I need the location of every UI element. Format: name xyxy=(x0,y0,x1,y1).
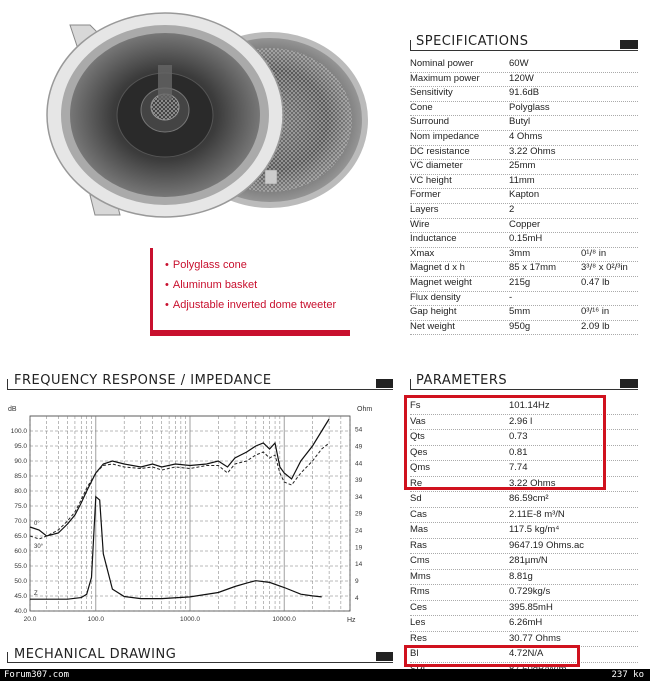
y-tick-label: 60.0 xyxy=(14,548,27,556)
parameter-row xyxy=(410,600,638,617)
parameters-rule xyxy=(410,389,638,390)
parameter-label: Qes xyxy=(410,446,428,458)
spec-label: Gap height xyxy=(410,306,457,318)
spec-value: 3.22 Ohms xyxy=(509,145,556,157)
parameter-label: Rms xyxy=(410,586,430,597)
parameter-label: Sd xyxy=(410,493,422,504)
parameter-label: Bl xyxy=(410,648,419,659)
y-tick-label: 100.0 xyxy=(10,428,27,436)
spec-label: Wire xyxy=(410,218,430,230)
y-tick-label: 70.0 xyxy=(14,518,27,526)
specifications-title: SPECIFICATIONS xyxy=(416,34,529,49)
parameter-value: 86.59cm² xyxy=(509,493,549,504)
spec-label: Nominal power xyxy=(410,58,474,69)
chart-x-unit: Hz xyxy=(347,617,356,624)
spec-label: Layers xyxy=(410,204,439,215)
spec-label: Sensitivity xyxy=(410,87,453,99)
spec-row xyxy=(410,57,638,73)
parameter-value: 0.81 xyxy=(509,446,528,458)
features-bottom-bar xyxy=(150,330,350,336)
spec-label: Maximum power xyxy=(410,72,480,84)
frequency-response-block xyxy=(376,379,393,388)
spec-label: Xmax xyxy=(410,247,435,259)
spl-highlight-box xyxy=(404,645,580,667)
spec-row xyxy=(410,320,638,336)
parameter-label: Cms xyxy=(410,555,430,566)
parameter-row xyxy=(410,553,638,570)
parameter-label: Qms xyxy=(410,462,431,473)
parameter-value: 2.11E-8 m³/N xyxy=(509,508,565,520)
spec-row xyxy=(410,188,638,204)
spec-label: DC resistance xyxy=(410,145,470,157)
y2-tick-label: 24 xyxy=(355,527,363,535)
footer-bar xyxy=(0,669,650,681)
spec-label: Inductance xyxy=(410,233,457,245)
spec-value: 3mm xyxy=(509,247,531,259)
curve-label-30deg: 30° xyxy=(34,544,44,550)
y-tick-label: 95.0 xyxy=(14,443,27,451)
frequency-response-tick xyxy=(7,379,8,389)
spec-value: Polyglass xyxy=(509,101,550,113)
x-tick-label: 20.0 xyxy=(23,616,37,623)
y2-tick-label: 19 xyxy=(355,544,363,552)
feature-2: • Aluminum basket xyxy=(165,279,257,291)
y2-tick-label: 14 xyxy=(355,561,363,569)
mechanical-drawing-tick xyxy=(7,652,8,662)
parameter-label: Mms xyxy=(410,570,431,582)
parameter-label: Ces xyxy=(410,601,427,613)
y-tick-label: 85.0 xyxy=(14,473,27,481)
y2-tick-label: 44 xyxy=(355,460,363,468)
spec-label: Cone xyxy=(410,101,433,113)
y-tick-label: 50.0 xyxy=(14,578,27,586)
spec-value: 11mm xyxy=(509,174,535,186)
spec-row xyxy=(410,72,638,88)
parameter-label: Mas xyxy=(410,524,428,535)
spec-row xyxy=(410,174,638,190)
spec-row xyxy=(410,203,638,219)
spec-value: 4 Ohms xyxy=(509,131,543,142)
spec-label: Magnet weight xyxy=(410,277,472,288)
y-tick-label: 80.0 xyxy=(14,488,27,496)
parameters-highlight-box xyxy=(404,395,606,490)
y2-tick-label: 9 xyxy=(355,577,359,585)
parameter-value: 7.74 xyxy=(509,462,528,473)
parameter-row xyxy=(410,522,638,539)
parameter-value: 9647.19 Ohms.ac xyxy=(509,539,584,551)
mechanical-drawing-rule xyxy=(7,662,393,663)
specifications-rule xyxy=(410,50,638,51)
y-tick-label: 65.0 xyxy=(14,533,27,541)
parameter-value: 0.729kg/s xyxy=(509,586,551,597)
chart-left-unit: dB xyxy=(8,406,17,413)
y2-tick-label: 34 xyxy=(355,493,363,501)
spec-row xyxy=(410,101,638,117)
frequency-response-chart xyxy=(0,398,393,630)
spec-row xyxy=(410,115,638,131)
parameter-row xyxy=(410,507,638,524)
spec-row xyxy=(410,247,638,263)
y2-tick-label: 29 xyxy=(355,510,363,518)
spec-label: Nom impedance xyxy=(410,131,480,142)
parameter-row xyxy=(410,491,638,508)
parameter-label: Cas xyxy=(410,508,427,520)
parameter-row xyxy=(410,569,638,586)
spec-label: Surround xyxy=(410,116,450,128)
features-accent-bar xyxy=(150,248,153,334)
spec-value: 120W xyxy=(509,72,534,84)
chart-right-unit: Ohm xyxy=(357,406,373,413)
footer-site[interactable]: Forum307.com xyxy=(4,670,70,680)
x-tick-label: 10000.0 xyxy=(272,616,296,623)
spec-row xyxy=(410,218,638,234)
parameter-row xyxy=(410,538,638,555)
parameter-value: 117.5 kg/m⁴ xyxy=(509,524,560,535)
spec-value: 25mm xyxy=(509,160,536,172)
chart-x-ticks xyxy=(24,616,297,623)
parameter-value: 6.26mH xyxy=(509,617,543,628)
parameter-value: 3.22 Ohms xyxy=(509,477,556,489)
spec-value: 0.15mH xyxy=(509,233,543,245)
y-tick-label: 45.0 xyxy=(14,593,27,601)
spec-label: Flux density xyxy=(410,291,461,303)
parameter-row xyxy=(410,584,638,601)
y-tick-label: 55.0 xyxy=(14,563,27,571)
spec-value: 85 x 17mm xyxy=(509,262,556,274)
spec-row xyxy=(410,130,638,146)
parameter-row xyxy=(410,615,638,632)
spec-value: - xyxy=(509,291,513,303)
spec-value: Butyl xyxy=(509,116,531,128)
spec-value: 2 xyxy=(509,204,515,215)
parameters-title: PARAMETERS xyxy=(416,373,508,388)
spec-row xyxy=(410,261,638,277)
parameter-value: 4.72N/A xyxy=(509,648,544,659)
spec-value: 950g xyxy=(509,320,531,332)
parameter-value: 0.73 xyxy=(509,431,528,442)
parameter-value: 8.81g xyxy=(509,570,533,582)
spec-imperial: 0³/¹⁶ in xyxy=(581,306,610,318)
feature-3: • Adjustable inverted dome tweeter xyxy=(165,299,336,311)
parameter-value: 101.14Hz xyxy=(509,400,550,411)
frequency-response-rule xyxy=(7,389,393,390)
speaker-image xyxy=(30,5,375,230)
spec-row xyxy=(410,276,638,292)
y2-tick-label: 54 xyxy=(355,426,363,434)
frequency-response-title: FREQUENCY RESPONSE / IMPEDANCE xyxy=(14,373,272,388)
spec-value: 60W xyxy=(509,58,529,69)
spec-imperial: 3³/⁸ x 0²/³in xyxy=(581,262,628,274)
spec-value: 91.6dB xyxy=(509,87,540,99)
footer-size: 237 ko xyxy=(611,670,644,680)
parameter-label: Ras xyxy=(410,539,427,551)
chart-y2-ticks xyxy=(355,427,363,602)
parameter-label: Vas xyxy=(410,415,426,427)
spec-row xyxy=(410,145,638,161)
y-tick-label: 40.0 xyxy=(14,608,27,616)
specifications-block xyxy=(620,40,638,49)
parameter-label: Fs xyxy=(410,400,421,411)
y-tick-label: 90.0 xyxy=(14,458,27,466)
mechanical-drawing-block xyxy=(376,652,393,661)
spec-value: 215g xyxy=(509,277,531,288)
parameter-value: 2.96 l xyxy=(509,415,533,427)
spec-row xyxy=(410,159,638,175)
parameter-label: Les xyxy=(410,617,426,628)
specifications-tick xyxy=(410,40,411,50)
parameters-tick xyxy=(410,379,411,389)
spec-label: Net weight xyxy=(410,320,455,332)
y-tick-label: 75.0 xyxy=(14,503,27,511)
spec-row xyxy=(410,291,638,307)
spec-value: Copper xyxy=(509,218,541,230)
spec-imperial: 0¹/⁸ in xyxy=(581,247,607,259)
spec-row xyxy=(410,86,638,102)
spec-label: VC height xyxy=(410,174,452,186)
y2-tick-label: 39 xyxy=(355,477,363,485)
spec-label: VC diameter xyxy=(410,160,463,172)
curve-label-z: Z xyxy=(34,591,38,597)
curve-label-0deg: 0° xyxy=(34,521,40,527)
mechanical-drawing-title: MECHANICAL DRAWING xyxy=(14,647,177,662)
spec-imperial: 2.09 lb xyxy=(581,320,610,332)
spec-value: Kapton xyxy=(509,189,540,201)
spec-label: Former xyxy=(410,189,441,201)
y2-tick-label: 49 xyxy=(355,443,363,451)
y2-tick-label: 4 xyxy=(355,594,359,602)
x-tick-label: 1000.0 xyxy=(180,616,200,623)
parameters-block xyxy=(620,379,638,388)
x-tick-label: 100.0 xyxy=(87,616,104,623)
feature-1: • Polyglass cone xyxy=(165,259,247,271)
chart-y-ticks xyxy=(11,428,28,615)
parameter-label: Res xyxy=(410,632,427,644)
spec-imperial: 0.47 lb xyxy=(581,277,610,288)
spec-label: Magnet d x h xyxy=(410,262,465,274)
parameter-label: Re xyxy=(410,477,423,489)
spec-value: 5mm xyxy=(509,306,531,318)
spec-row xyxy=(410,305,638,321)
spec-row xyxy=(410,232,638,248)
parameter-value: 395.85mH xyxy=(509,601,553,613)
parameter-label: Qts xyxy=(410,431,425,442)
parameter-value: 281µm/N xyxy=(509,555,548,566)
parameter-value: 30.77 Ohms xyxy=(509,632,561,644)
